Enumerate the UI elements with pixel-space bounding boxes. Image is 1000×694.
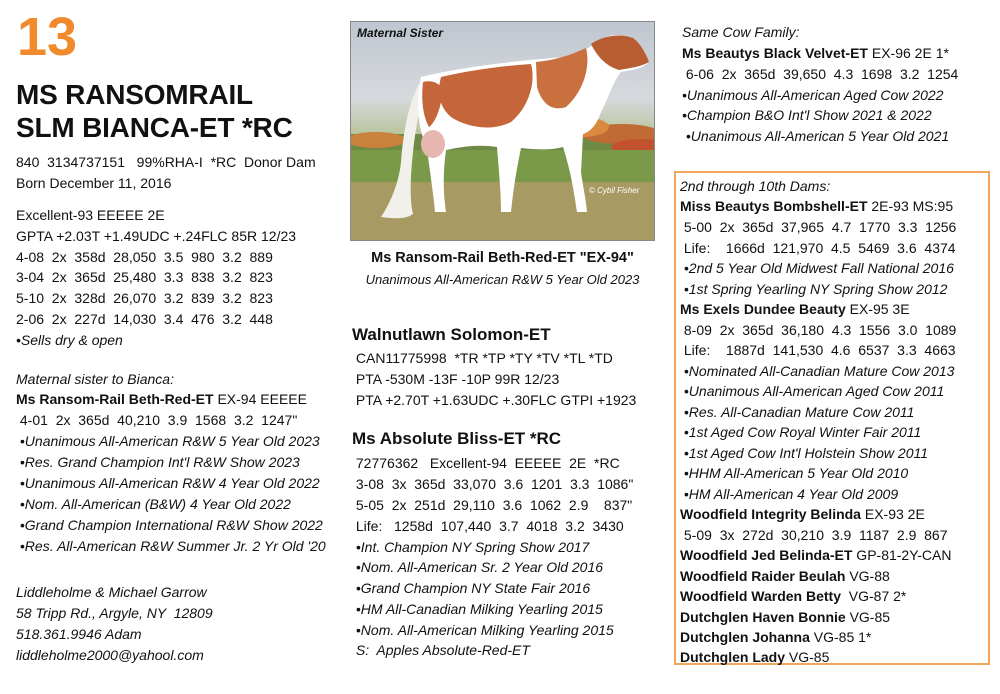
dam-honor: •Nom. All-American Sr. 2 Year Old 2016 [352,559,604,575]
maternal-sister-record: 4-01 2x 365d 40,210 3.9 1568 3.2 1247" [16,412,298,428]
photo-caption-name: Ms Ransom-Rail Beth-Red-ET "EX-94" [371,250,634,266]
dam3-honor: •Res. All-Canadian Mature Cow 2011 [680,404,915,420]
dam-honor: •Grand Champion NY State Fair 2016 [352,580,591,596]
ancestor-name: Dutchglen Johanna [680,629,810,645]
dam2-name: Miss Beautys Bombshell-ET [680,198,868,214]
dam2-honor: •2nd 5 Year Old Midwest Fall National 2016 [680,260,954,276]
maternal-sister-name: Ms Ransom-Rail Beth-Red-ET [16,391,214,407]
production-record: 3-04 2x 365d 25,480 3.3 838 3.2 823 [16,269,273,285]
cow-family-honor: •Champion B&O Int'l Show 2021 & 2022 [682,107,932,123]
production-record: 5-10 2x 328d 26,070 3.2 839 3.2 823 [16,290,273,306]
honor-item: •Res. Grand Champion Int'l R&W Show 2023 [16,454,300,470]
dam3-line: Life: 1887d 141,530 4.6 6537 3.3 4663 [680,342,956,358]
honor-item: •Grand Champion International R&W Show 2022 [16,517,323,533]
cow-family-record: 6-06 2x 365d 39,650 4.3 1698 3.2 1254 [682,66,959,82]
dam3-honor: •1st Aged Cow Royal Winter Fair 2011 [680,424,922,440]
cow-family-heading: Same Cow Family: [682,24,800,40]
dams-heading: 2nd through 10th Dams: [680,178,831,194]
ancestor-class: VG-85 1* [809,629,872,645]
ancestor-class: VG-87 2* [841,588,907,604]
dam-sire: S: Apples Absolute-Red-ET [352,642,530,658]
title-line-2: SLM BIANCA-ET *RC [16,112,293,143]
dam4-record: 5-09 3x 272d 30,210 3.9 1187 2.9 867 [680,527,948,543]
dam2-honor: •1st Spring Yearling NY Spring Show 2012 [680,281,948,297]
sire-line: PTA +2.70T +1.63UDC +.30FLC GTPI +1923 [352,392,637,408]
animal-title [16,78,293,144]
ancestor-class: VG-85 [845,609,891,625]
dam-honor: •Nom. All-American Milking Yearling 2015 [352,622,614,638]
cow-family-name-line [682,43,949,64]
sire-name: Walnutlawn Solomon-ET [352,325,551,344]
dam4-class: EX-93 2E [860,506,925,522]
gpta-line: GPTA +2.03T +1.49UDC +.24FLC 85R 12/23 [16,228,297,244]
ancestor-name: Dutchglen Lady [680,649,786,665]
dam3-honor: •Unanimous All-American Aged Cow 2011 [680,383,945,399]
dam2-class: 2E-93 MS:95 [867,198,954,214]
dam4-name: Woodfield Integrity Belinda [680,506,861,522]
ancestor-line [680,586,906,607]
consignor-address: 58 Tripp Rd., Argyle, NY 12809 [16,605,213,621]
dam4-name-line [680,504,925,525]
dam-line: 3-08 3x 365d 33,070 3.6 1201 3.3 1086" [352,476,634,492]
ancestor-name: Woodfield Jed Belinda-ET [680,547,853,563]
photo-watermark: © Cybil Fisher [589,186,640,195]
maternal-sister-name-line [16,389,307,410]
ancestor-line [680,566,890,587]
photo-caption-subtitle: Unanimous All-American R&W 5 Year Old 2023 [365,272,640,287]
dam-line: 5-05 2x 251d 29,110 3.6 1062 2.9 837" [352,497,633,513]
dam2-line: 5-00 2x 365d 37,965 4.7 1770 3.3 1256 [680,219,957,235]
cow-family-name: Ms Beautys Black Velvet-ET [682,45,868,61]
consignor-name: Liddleholme & Michael Garrow [16,584,207,600]
ancestor-name: Dutchglen Haven Bonnie [680,609,846,625]
sire-line: CAN11775998 *TR *TP *TY *TV *TL *TD [352,350,613,366]
classification: Excellent-93 EEEEE 2E [16,207,165,223]
ancestor-name: Woodfield Warden Betty [680,588,841,604]
honor-item: •Unanimous All-American R&W 4 Year Old 2022 [16,475,320,491]
honor-item: •Res. All-American R&W Summer Jr. 2 Yr Old '20 [16,538,326,554]
dam3-line: 8-09 2x 365d 36,180 4.3 1556 3.0 1089 [680,322,957,338]
cow-family-honor: •Unanimous All-American Aged Cow 2022 [682,87,944,103]
sire-line: PTA -530M -13F -10P 99R 12/23 [352,371,560,387]
maternal-sister-heading: Maternal sister to Bianca: [16,371,174,387]
ancestor-line [680,647,829,668]
ancestor-line [680,627,871,648]
production-record: 4-08 2x 358d 28,050 3.5 980 3.2 889 [16,249,273,265]
cow-family-honor: •Unanimous All-American 5 Year Old 2021 [682,128,950,144]
ancestor-name: Woodfield Raider Beulah [680,568,846,584]
production-record: 2-06 2x 227d 14,030 3.4 476 3.2 448 [16,311,273,327]
dam-name: Ms Absolute Bliss-ET *RC [352,429,562,448]
consignor-phone: 518.361.9946 Adam [16,626,142,642]
photo-label: Maternal Sister [357,26,444,40]
dam2-name-line [680,196,953,217]
ancestor-line [680,545,952,566]
honor-item: •Unanimous All-American R&W 5 Year Old 2023 [16,433,320,449]
birth-date: Born December 11, 2016 [16,175,172,191]
cow-family-class: EX-96 2E 1* [867,45,949,61]
dam-honor: •HM All-Canadian Milking Yearling 2015 [352,601,603,617]
maternal-sister-class: EX-94 EEEEE [213,391,307,407]
ancestor-class: GP-81-2Y-CAN [852,547,952,563]
ancestor-line [680,607,890,628]
dam-honor: •Int. Champion NY Spring Show 2017 [352,539,590,555]
sells-note: •Sells dry & open [16,332,123,348]
dam3-honor: •HM All-American 4 Year Old 2009 [680,486,899,502]
ancestor-class: VG-85 [785,649,830,665]
dam3-name: Ms Exels Dundee Beauty [680,301,846,317]
dam3-honor: •Nominated All-Canadian Mature Cow 2013 [680,363,955,379]
honor-item: •Nom. All-American (B&W) 4 Year Old 2022 [16,496,291,512]
registration-line: 840 3134737151 99%RHA-I *RC Donor Dam [16,154,316,170]
dam3-honor: •1st Aged Cow Int'l Holstein Show 2011 [680,445,929,461]
ancestor-class: VG-88 [845,568,890,584]
cow-photo [350,21,655,241]
dam2-line: Life: 1666d 121,970 4.5 5469 3.6 4374 [680,240,956,256]
title-line-1: MS RANSOMRAIL [16,79,253,110]
lot-number: 13 [17,7,78,67]
consignor-email[interactable]: liddleholme2000@yahool.com [16,647,204,663]
dam3-honor: •HHM All-American 5 Year Old 2010 [680,465,909,481]
dam3-class: EX-95 3E [845,301,910,317]
cow-illustration [351,22,655,241]
dam3-name-line [680,299,910,320]
dam-line: 72776362 Excellent-94 EEEEE 2E *RC [352,455,620,471]
dam-line: Life: 1258d 107,440 3.7 4018 3.2 3430 [352,518,624,534]
